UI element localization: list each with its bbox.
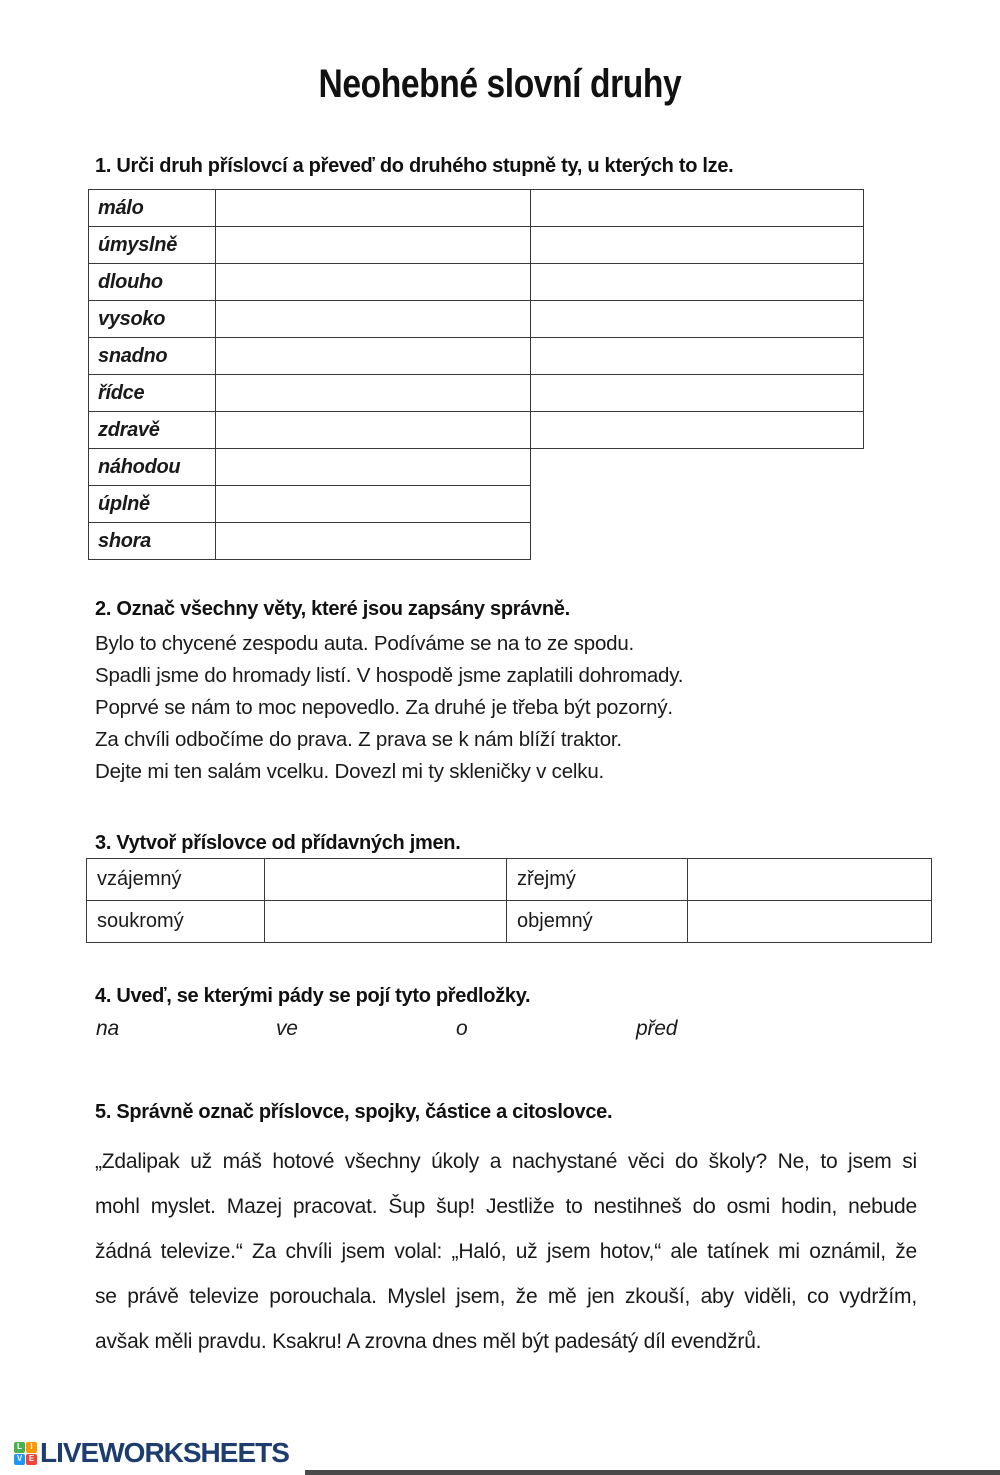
adverb-word: snadno bbox=[89, 338, 216, 375]
paragraph-line: avšak měli pravdu. Ksakru! A zrovna dnes měl být padesátý díl evendžrů. bbox=[95, 1330, 762, 1353]
section3-heading: 3. Vytvoř příslovce od přídavných jmen. bbox=[95, 832, 461, 854]
logo-squares-icon bbox=[14, 1442, 37, 1465]
adverb-word: řídce bbox=[89, 375, 216, 412]
adjective-word: vzájemný bbox=[87, 859, 265, 901]
answer-cell[interactable] bbox=[216, 412, 531, 449]
logo-square-l: L bbox=[14, 1442, 25, 1453]
answer-cell[interactable] bbox=[216, 264, 531, 301]
selectable-sentence[interactable]: Spadli jsme do hromady listí. V hospodě jsme zaplatili dohromady. bbox=[95, 664, 684, 687]
adverb-word: vysoko bbox=[89, 301, 216, 338]
sentence-list bbox=[95, 628, 1000, 788]
exercise-paragraph bbox=[95, 1139, 917, 1364]
paragraph-line: žádná televize.“ Za chvíli jsem volal: „Haló, už jsem hotov,“ ale tatínek mi oznámil, že bbox=[95, 1240, 917, 1263]
liveworksheets-logo[interactable] bbox=[14, 1437, 289, 1469]
answer-cell[interactable] bbox=[216, 449, 531, 486]
empty-space bbox=[531, 449, 864, 486]
adjectives-table bbox=[86, 858, 932, 943]
table-row bbox=[89, 412, 864, 449]
adverb-word: úmyslně bbox=[89, 227, 216, 264]
empty-space bbox=[531, 523, 864, 560]
page-title-text: Neohebné slovní druhy bbox=[318, 62, 682, 106]
answer-cell[interactable] bbox=[531, 190, 864, 227]
preposition-word: před bbox=[636, 1017, 678, 1040]
answer-cell[interactable] bbox=[216, 301, 531, 338]
table-row bbox=[89, 486, 864, 523]
bottom-edge-bar bbox=[305, 1470, 1000, 1475]
answer-cell[interactable] bbox=[531, 301, 864, 338]
answer-cell[interactable] bbox=[216, 227, 531, 264]
answer-cell[interactable] bbox=[216, 338, 531, 375]
logo-square-v: V bbox=[14, 1454, 25, 1465]
adjective-word: zřejmý bbox=[507, 859, 688, 901]
table-row bbox=[87, 859, 932, 901]
table-row bbox=[89, 523, 864, 560]
selectable-sentence[interactable]: Bylo to chycené zespodu auta. Podíváme se na to ze spodu. bbox=[95, 632, 635, 655]
adverb-word: zdravě bbox=[89, 412, 216, 449]
logo-square-i: I bbox=[26, 1442, 37, 1453]
logo-square-e: E bbox=[26, 1454, 37, 1465]
selectable-sentence[interactable]: Dejte mi ten salám vcelku. Dovezl mi ty skleničky v celku. bbox=[95, 760, 605, 783]
table-row bbox=[89, 227, 864, 264]
section5-heading: 5. Správně označ příslovce, spojky, částice a citoslovce. bbox=[95, 1101, 613, 1123]
table-row bbox=[89, 375, 864, 412]
page-title bbox=[0, 62, 1000, 107]
empty-space bbox=[531, 486, 864, 523]
answer-cell[interactable] bbox=[216, 486, 531, 523]
adjective-word: objemný bbox=[507, 901, 688, 943]
adverb-word: úplně bbox=[89, 486, 216, 523]
preposition-row bbox=[95, 1017, 1000, 1047]
table-row bbox=[89, 190, 864, 227]
answer-cell[interactable] bbox=[531, 412, 864, 449]
table-row bbox=[89, 338, 864, 375]
adverbs-table bbox=[88, 189, 864, 560]
preposition-word: o bbox=[456, 1017, 468, 1040]
section4-heading: 4. Uveď, se kterými pády se pojí tyto předložky. bbox=[95, 985, 531, 1007]
selectable-sentence[interactable]: Za chvíli odbočíme do prava. Z prava se k nám blíží traktor. bbox=[95, 728, 622, 751]
answer-cell[interactable] bbox=[216, 375, 531, 412]
paragraph-line: mohl myslet. Mazej pracovat. Šup šup! Jestliže to nestihneš do osmi hodin, nebude bbox=[95, 1195, 917, 1218]
table-row bbox=[89, 264, 864, 301]
adverb-word: náhodou bbox=[89, 449, 216, 486]
answer-cell[interactable] bbox=[216, 190, 531, 227]
section1-heading: 1. Urči druh příslovcí a převeď do druhého stupně ty, u kterých to lze. bbox=[95, 155, 734, 177]
adjective-word: soukromý bbox=[87, 901, 265, 943]
answer-cell[interactable] bbox=[265, 901, 507, 943]
table-row bbox=[87, 901, 932, 943]
logo-wordmark: LIVEWORKSHEETS bbox=[40, 1437, 289, 1468]
answer-cell[interactable] bbox=[531, 338, 864, 375]
adverb-word: shora bbox=[89, 523, 216, 560]
adverb-word: málo bbox=[89, 190, 216, 227]
adverb-word: dlouho bbox=[89, 264, 216, 301]
section2-heading: 2. Označ všechny věty, které jsou zapsány správně. bbox=[95, 598, 570, 620]
answer-cell[interactable] bbox=[531, 227, 864, 264]
answer-cell[interactable] bbox=[531, 264, 864, 301]
table-row bbox=[89, 301, 864, 338]
paragraph-line: se právě televize porouchala. Myslel jsem, že mě jen zkouší, aby viděli, co vydržím, bbox=[95, 1285, 917, 1308]
paragraph-line: „Zdalipak už máš hotové všechny úkoly a nachystané věci do školy? Ne, to jsem si bbox=[95, 1150, 917, 1173]
answer-cell[interactable] bbox=[216, 523, 531, 560]
answer-cell[interactable] bbox=[688, 901, 932, 943]
table-row bbox=[89, 449, 864, 486]
worksheet-page bbox=[0, 62, 1000, 1475]
answer-cell[interactable] bbox=[531, 375, 864, 412]
selectable-sentence[interactable]: Poprvé se nám to moc nepovedlo. Za druhé je třeba být pozorný. bbox=[95, 696, 673, 719]
preposition-word: ve bbox=[276, 1017, 298, 1040]
answer-cell[interactable] bbox=[265, 859, 507, 901]
answer-cell[interactable] bbox=[688, 859, 932, 901]
preposition-word: na bbox=[96, 1017, 119, 1040]
